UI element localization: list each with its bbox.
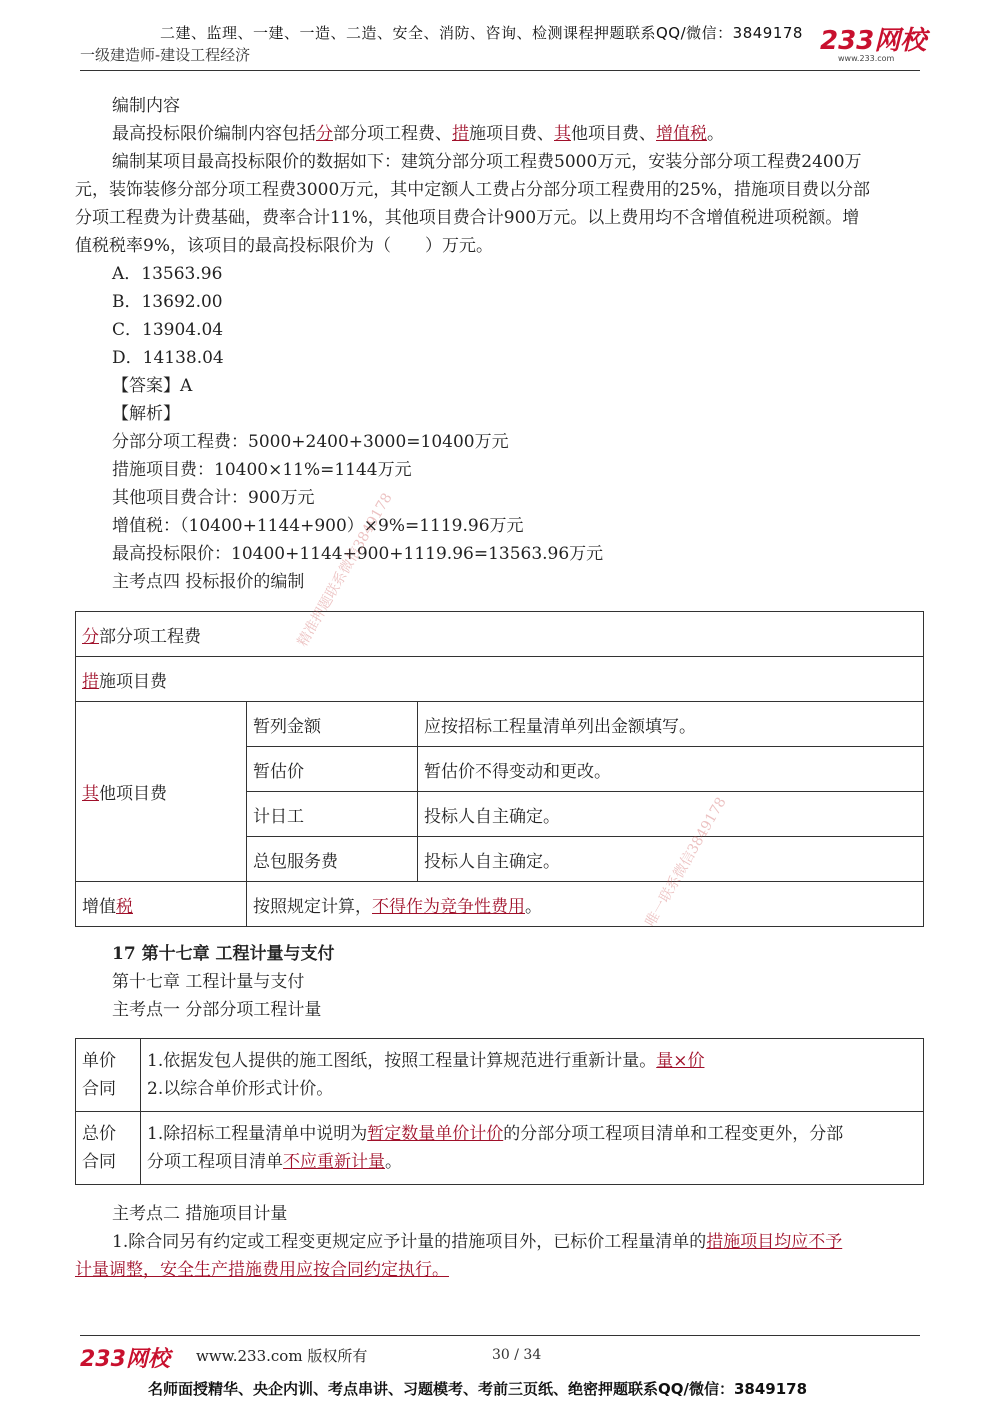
question-line: 分项工程费为计费基础，费率合计11%，其他项目费合计900万元。以上费用均不含增值税进项税额。增 bbox=[75, 208, 860, 228]
header-logo bbox=[820, 28, 930, 68]
highlight-text: 不应重新计量 bbox=[283, 1152, 385, 1172]
footer-logo: 233网校 bbox=[80, 1347, 170, 1372]
cell-text: 部分项工程费 bbox=[99, 626, 201, 647]
cell-text: 1.依据发包人提供的施工图纸，按照工程量计算规范进行重新计量。 bbox=[147, 1051, 657, 1071]
table-cell bbox=[141, 1112, 924, 1185]
section-label: 编制内容 bbox=[112, 96, 180, 116]
mark-cuo: 措 bbox=[452, 124, 469, 144]
analysis-line: 最高投标限价：10400+1144+900+1119.96=13563.96万元 bbox=[112, 544, 604, 564]
analysis-line: 分部分项工程费：5000+2400+3000=10400万元 bbox=[112, 432, 509, 452]
option-a: A．13563.96 bbox=[112, 264, 223, 284]
table-row bbox=[76, 1039, 924, 1112]
mark-fen: 分 bbox=[82, 626, 99, 647]
table-cell bbox=[76, 1112, 141, 1185]
footer-bottom-text: 名师面授精华、央企内训、考点串讲、习题模考、考前三页纸、绝密押题联系QQ/微信：3849178 bbox=[148, 1380, 808, 1398]
page-number: 30 / 34 bbox=[492, 1347, 542, 1363]
header-divider bbox=[80, 70, 920, 71]
table-cell: 应按招标工程量清单列出金额填写。 bbox=[418, 702, 924, 747]
cell-text: 1.除招标工程量清单中说明为 bbox=[147, 1124, 368, 1144]
option-b: B．13692.00 bbox=[112, 292, 223, 312]
footer-divider bbox=[80, 1335, 920, 1336]
mark-cuo: 措 bbox=[82, 671, 99, 692]
footer-copyright: www.233.com 版权所有 bbox=[196, 1347, 368, 1365]
measurement-table bbox=[75, 1038, 924, 1185]
cell-text: 合同 bbox=[82, 1152, 116, 1172]
table-cell: 暂估价不得变动和更改。 bbox=[418, 747, 924, 792]
point1-title: 主考点一 分部分项工程计量 bbox=[112, 1000, 322, 1020]
highlight-text: 计量调整，安全生产措施费用应按合同约定执行。 bbox=[75, 1260, 449, 1280]
cell-line bbox=[147, 1047, 917, 1075]
cell-text: 的分部分项工程项目清单和工程变更外，分部 bbox=[503, 1124, 844, 1144]
cell-text: 。 bbox=[385, 1152, 402, 1172]
analysis-line: 增值税：（10400+1144+900）×9%=1119.96万元 bbox=[112, 516, 524, 536]
point2-line bbox=[75, 1256, 449, 1284]
point2-line bbox=[112, 1228, 842, 1256]
mark-qi: 其 bbox=[82, 784, 99, 804]
intro-text: 施项目费、 bbox=[469, 124, 554, 144]
body-text: 1.除合同另有约定或工程变更规定应予计量的措施项目外，已标价工程量清单的 bbox=[112, 1232, 707, 1252]
mark-shui: 税 bbox=[116, 896, 133, 917]
watermark: 唯一联系微信3849178 bbox=[642, 794, 730, 930]
logo-text: 233网校 bbox=[820, 26, 927, 56]
highlight-text: 措施项目均应不予 bbox=[706, 1232, 843, 1252]
cell-text: 分项工程项目清单 bbox=[147, 1152, 283, 1172]
table-cell bbox=[76, 882, 247, 927]
table-cell bbox=[76, 702, 247, 882]
chapter-title: 第十七章 工程计量与支付 bbox=[112, 972, 305, 992]
intro-text: 部分项工程费、 bbox=[333, 124, 452, 144]
table-cell bbox=[141, 1039, 924, 1112]
analysis-line: 其他项目费合计：900万元 bbox=[112, 488, 315, 508]
mark-fen: 分 bbox=[316, 124, 333, 144]
table-row bbox=[76, 882, 924, 927]
highlight-text: 量×价 bbox=[656, 1051, 705, 1071]
highlight-text: 暂定数量单价计价 bbox=[367, 1124, 504, 1144]
table-cell: 投标人自主确定。 bbox=[418, 792, 924, 837]
mark-vat: 增值税 bbox=[656, 124, 707, 144]
table-cell bbox=[76, 657, 924, 702]
bid-price-table bbox=[75, 611, 924, 927]
analysis-line: 措施项目费：10400×11%=1144万元 bbox=[112, 460, 412, 480]
table-cell bbox=[76, 612, 924, 657]
option-d: D．14138.04 bbox=[112, 348, 224, 368]
table-row bbox=[76, 702, 924, 747]
analysis-label: 【解析】 bbox=[112, 404, 180, 424]
table-cell: 暂列金额 bbox=[247, 702, 418, 747]
answer: 【答案】A bbox=[112, 376, 193, 396]
table-cell: 计日工 bbox=[247, 792, 418, 837]
cell-text: 总价 bbox=[82, 1124, 116, 1144]
table-cell bbox=[76, 1039, 141, 1112]
cell-text: 施项目费 bbox=[99, 671, 167, 692]
cell-line: 2.以综合单价形式计价。 bbox=[147, 1079, 334, 1099]
watermark: 精准押题联系微信3849178 bbox=[294, 490, 396, 650]
chapter-heading: 17 第十七章 工程计量与支付 bbox=[112, 944, 335, 964]
table-cell bbox=[247, 882, 924, 927]
intro-prefix: 最高投标限价编制内容包括 bbox=[112, 124, 316, 144]
table-row bbox=[76, 612, 924, 657]
question-line: 编制某项目最高投标限价的数据如下：建筑分部分项工程费5000万元，安装分部分项工程费2400万 bbox=[112, 152, 862, 172]
mark-qi: 其 bbox=[554, 124, 571, 144]
point2-title: 主考点二 措施项目计量 bbox=[112, 1204, 288, 1224]
point4-title: 主考点四 投标报价的编制 bbox=[112, 572, 305, 592]
header-subtitle: 一级建造师-建设工程经济 bbox=[80, 46, 251, 64]
intro-text: 。 bbox=[707, 124, 724, 144]
table-cell: 投标人自主确定。 bbox=[418, 837, 924, 882]
table-row bbox=[76, 1112, 924, 1185]
header-top-text: 二建、监理、一建、一造、二造、安全、消防、咨询、检测课程押题联系QQ/微信：3849178 bbox=[160, 24, 803, 42]
intro-text: 他项目费、 bbox=[571, 124, 656, 144]
option-c: C．13904.04 bbox=[112, 320, 224, 340]
cell-line bbox=[147, 1120, 917, 1148]
cell-line bbox=[147, 1148, 917, 1176]
highlight-text: 不得作为竞争性费用 bbox=[372, 896, 525, 917]
table-row bbox=[76, 657, 924, 702]
cell-text: 。 bbox=[525, 896, 542, 917]
cell-text: 单价 bbox=[82, 1051, 116, 1071]
cell-text: 增值 bbox=[82, 896, 116, 917]
table-cell: 暂估价 bbox=[247, 747, 418, 792]
table-cell: 总包服务费 bbox=[247, 837, 418, 882]
cell-text: 按照规定计算， bbox=[253, 896, 372, 917]
cell-text: 合同 bbox=[82, 1079, 116, 1099]
question-line: 值税税率9%，该项目的最高投标限价为（ ）万元。 bbox=[75, 236, 493, 256]
question-line: 元，装饰装修分部分项工程费3000万元，其中定额人工费占分部分项工程费用的25%，措施项目费以分部 bbox=[75, 180, 871, 200]
cell-text: 他项目费 bbox=[99, 784, 167, 804]
intro-line bbox=[112, 120, 724, 148]
logo-url: www.233.com bbox=[838, 54, 895, 63]
